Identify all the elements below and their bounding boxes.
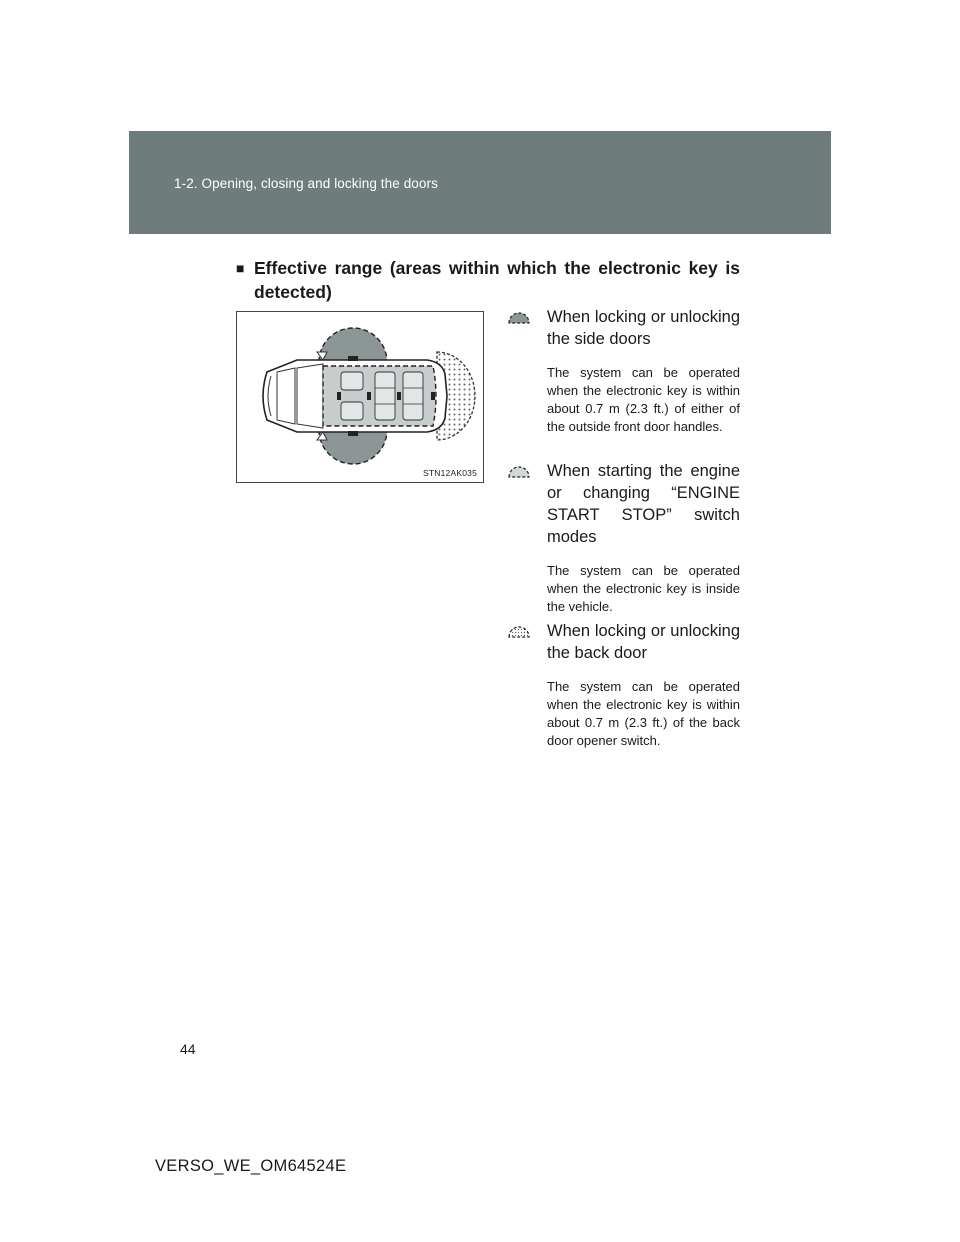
back-door-range-icon xyxy=(508,622,530,638)
manual-code: VERSO_WE_OM64524E xyxy=(155,1157,347,1175)
legend-title: When locking or unlocking the back door xyxy=(547,622,740,662)
figure-code: STN12AK035 xyxy=(423,468,477,478)
legend-description: The system can be operated when the electronic key is within about 0.7 m (2.3 ft.) of the back door opener switch. xyxy=(547,679,740,748)
cabin-range-icon xyxy=(508,462,530,478)
bullet-square-icon: ■ xyxy=(236,260,245,276)
side-door-range-icon xyxy=(508,308,530,324)
legend-title: When locking or unlocking the side doors xyxy=(547,308,740,348)
legend-item-back-door xyxy=(508,620,740,750)
heading-text: Effective range (areas within which the electronic key is detected) xyxy=(254,258,740,302)
vehicle-top-view-illustration xyxy=(237,312,483,482)
legend-title: When starting the engine or changing “ENGINE START STOP” switch modes xyxy=(547,462,740,546)
legend-description: The system can be operated when the electronic key is within about 0.7 m (2.3 ft.) of either of the outside front door handles. xyxy=(547,365,740,434)
legend-item-engine-start xyxy=(508,460,740,616)
vehicle-range-figure xyxy=(236,311,484,483)
legend-item-side-doors xyxy=(508,306,740,436)
header-band xyxy=(129,131,831,234)
section-title: 1-2. Opening, closing and locking the doors xyxy=(174,176,438,191)
page-number: 44 xyxy=(180,1041,196,1057)
section-heading xyxy=(236,256,740,304)
legend-description: The system can be operated when the electronic key is inside the vehicle. xyxy=(547,563,740,614)
